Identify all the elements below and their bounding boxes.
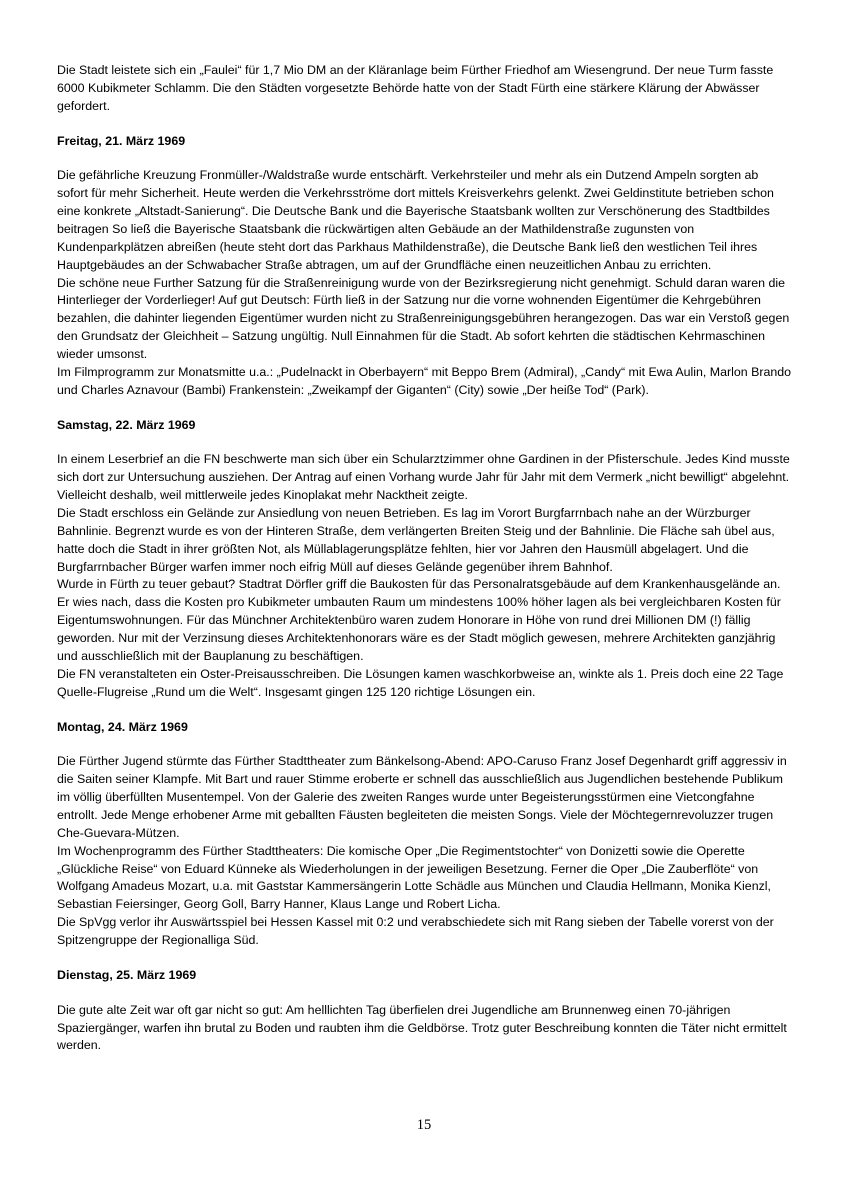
paragraph: Im Wochenprogramm des Fürther Stadttheaters: Die komische Oper „Die Regimentstochter“ von Donizetti sowie die Operette „Glückliche Reise“ von Eduard Künneke als Wiederholungen in der jeweiligen Besetzung. Ferner die Oper „Die Zauberflöte“ von Wolfgang Amadeus Mozart, u.a. mit Gaststar Kammersängerin Lotte Schädle aus München und Claudia Hellmann, Monika Kienzl, Sebastian Feiersinger, Georg Goll, Barry Hanner, Klaus Lange und Robert Licha. [57,843,771,912]
paragraph: Die Fürther Jugend stürmte das Fürther Stadttheater zum Bänkelsong-Abend: APO-Caruso Franz Josef Degenhardt griff aggressiv in die Saiten seiner Klampfe. Mit Bart und rauer Stimme eroberte er schnell das ausschließlich aus Jugendlichen bestehende Publikum im völlig überfüllten Musentempel. Von der Galerie des zweiten Ranges wurde unter Begeisterungsstürmen eine Vietcongfahne entrollt. Jede Menge erhobener Arme mit geballten Fäusten begleiteten die meisten Songs. Viele der Möchtegernrevoluzzer trugen Che-Guevara-Mützen. [57,754,787,840]
spacer [57,985,792,1002]
paragraph: Die schöne neue Further Satzung für die Straßenreinigung wurde von der Bezirksregierung nicht genehmigt. Schuld daran waren die Hinterlieger der Vorderlieger! Auf gut Deutsch: Fürth ließ in der Satzung nur die vorne wohnenden Eigentümer die Kehrgebühren bezahlen, die dahinter liegenden Eigentümer wurden nicht zu Straßenreinigungsgebühren herangezogen. Das war ein Verstoß gegen den Grundsatz der Gleichheit – Satzung ungültig. Null Einnahmen für die Stadt. Ab sofort kehrten die städtischen Kehrmaschinen wieder umsonst. [57,275,790,362]
date-heading: Montag, 24. März 1969 [57,719,188,734]
date-heading: Freitag, 21. März 1969 [57,133,186,148]
spacer [57,150,792,167]
spacer [57,736,792,753]
paragraph: Die gefährliche Kreuzung Fronmüller-/Waldstraße wurde entschärft. Verkehrsteiler und mehr als ein Dutzend Ampeln sorgten ab sofort für mehr Sicherheit. Heute werden die Verkehrsströme dort mittels Kreisverkehrs gelenkt. Zwei Geldinstitute betrieben schon eine konkrete „Altstadt-Sanierung“. Die Deutsche Bank und die Bayerische Staatsbank wollten zur Verschönerung des Stadtbildes beitragen So ließ die Bayerische Staatsbank die rückwärtigen alten Gebäude an der Mathildenstraße zugunsten von Kundenparkplätzen abreißen (heute steht dort das Parkhaus Mathildenstraße), die Deutsche Bank ließ den westlichen Teil ihres Hauptgebäudes an der Schwabacher Straße abtragen, um auf der Grundfläche einen neuzeitlichen Anbau zu errichten. [57,168,774,272]
date-heading: Dienstag, 25. März 1969 [57,967,197,982]
spacer [57,950,792,967]
spacer [57,400,792,417]
paragraph: Die SpVgg verlor ihr Auswärtsspiel bei Hessen Kassel mit 0:2 und verabschiedete sich mit Rang sieben der Tabelle vorerst von der Spitzengruppe der Regionalliga Süd. [57,915,774,947]
paragraph: Die FN veranstalteten ein Oster-Preisausschreiben. Die Lösungen kamen waschkorbweise an, winkte als 1. Preis doch eine 22 Tage Quelle-Flugreise „Rund um die Welt“. Insgesamt gingen 125 120 richtige Lösungen ein. [57,666,784,699]
date-heading: Samstag, 22. März 1969 [57,417,196,432]
spacer [57,702,792,719]
paragraph: Wurde in Fürth zu teuer gebaut? Stadtrat Dörfler griff die Baukosten für das Personalratsgebäude auf dem Krankenhausgelände an. Er wies nach, dass die Kosten pro Kubikmeter umbauten Raum um mindestens 100% höher lagen als bei vergleichbaren Kosten für Eigentumswohnungen. Für das Münchner Architektenbüro waren zudem Honorare in Höhe von rund drei Millionen DM (!) fällig geworden. Nur mit der Verzinsung dieses Architektenhonorars wäre es der Stadt möglich gewesen, mehrere Architekten ganzjährig und ausschließlich mit der Bauplanung zu beschäftigen. [57,577,781,663]
spacer [57,434,792,451]
paragraph: Die gute alte Zeit war oft gar nicht so gut: Am helllichten Tag überfielen drei Jugendliche am Brunnenweg einen 70-jährigen Spaziergänger, warfen ihn brutal zu Boden und raubten ihm die Geldbörse. Trotz guter Beschreibung konnten die Täter nicht ermittelt werden. [57,1002,787,1053]
paragraph: Im Filmprogramm zur Monatsmitte u.a.: „Pudelnackt in Oberbayern“ mit Beppo Brem (Admiral), „Candy“ mit Ewa Aulin, Marlon Brando und Charles Aznavour (Bambi) Frankenstein: „Zweikampf der Giganten“ (City) sowie „Der heiße Tod“ (Park). [57,364,792,397]
paragraph: In einem Leserbrief an die FN beschwerte man sich über ein Schularztzimmer ohne Gardinen in der Pfisterschule. Jedes Kind musste sich dort zur Untersuchung ausziehen. Der Antrag auf einen Vorhang wurde Jahr für Jahr mit dem Vermerk „nicht bewilligt“ abgelehnt. Vielleicht deshalb, weil mittlerweile jedes Kinoplakat mehr Nacktheit zeigte. [57,452,790,503]
page-number: 15 [416,1117,432,1133]
paragraph: Die Stadt leistete sich ein „Faulei“ für 1,7 Mio DM an der Kläranlage beim Fürther Friedhof am Wiesengrund. Der neue Turm fasste 6000 Kubikmeter Schlamm. Die den Städten vorgesetzte Behörde hatte von der Stadt Fürth eine stärkere Klärung der Abwässer gefordert. [57,63,774,113]
document-body [57,62,792,1055]
paragraph: Die Stadt erschloss ein Gelände zur Ansiedlung von neuen Betrieben. Es lag im Vorort Burgfarrnbach nahe an der Würzburger Bahnlinie. Begrenzt wurde es von der Hinteren Straße, dem verlängerten Breiten Steig und der Bahnlinie. Die Fläche sah übel aus, hatte doch die Stadt in ihrer größten Not, als Müllablagerungsplätze fehlten, hier vor Jahren den Hausmüll abgelagert. Und die Burgfarrnbacher Bürger warfen immer noch eifrig Müll auf dieses Gelände gegenüber ihrem Bahnhof. [57,506,775,574]
spacer [57,116,792,133]
